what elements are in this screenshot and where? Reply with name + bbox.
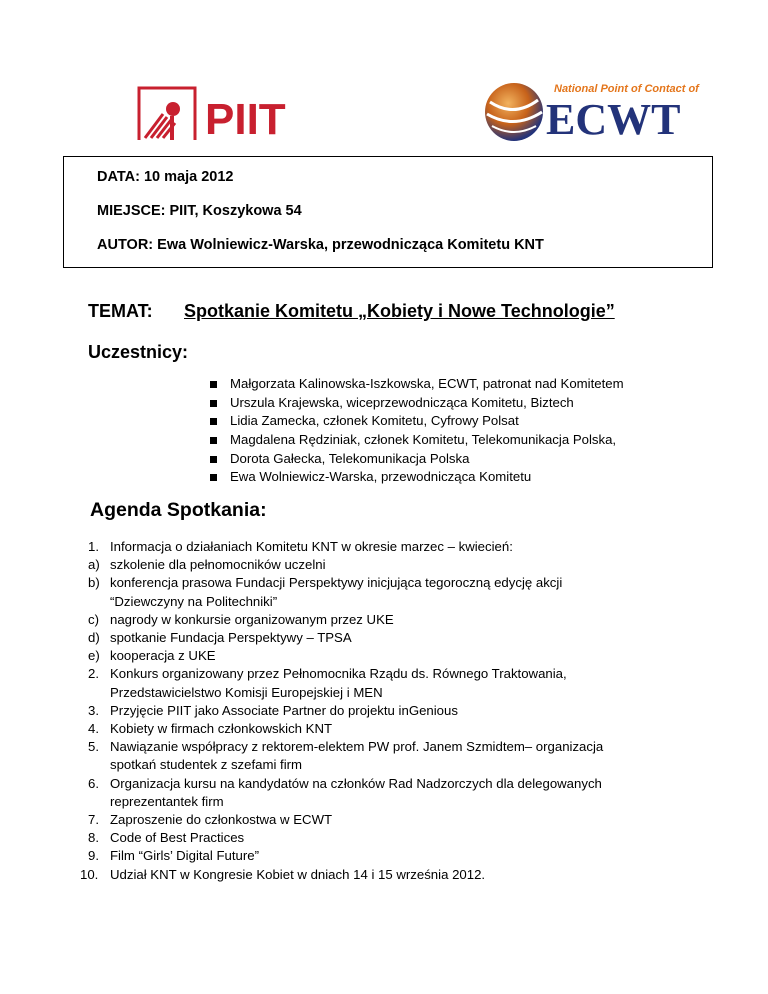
agenda-text: Organizacja kursu na kandydatów na członków Rad Nadzorczych dla delegowanych: [110, 775, 602, 791]
agenda-marker: a): [88, 557, 100, 573]
agenda-item: [88, 847, 688, 865]
agenda-item: [88, 556, 688, 574]
agenda-text: konferencja prasowa Fundacji Perspektywy inicjująca tegoroczną edycję akcji: [110, 575, 563, 591]
agenda-text: Code of Best Practices: [110, 830, 245, 846]
agenda-marker: e): [88, 648, 100, 664]
agenda-marker: d): [88, 630, 100, 646]
agenda-marker: 9.: [88, 848, 99, 864]
bullet-icon: [210, 437, 217, 444]
agenda-heading: Agenda Spotkania:: [90, 499, 267, 521]
agenda-marker: c): [88, 611, 99, 627]
participant-item: [210, 468, 624, 487]
bullet-icon: [210, 381, 217, 388]
agenda-item: [88, 829, 688, 847]
agenda-text: Przyjęcie PIIT jako Associate Partner do projektu inGenious: [110, 702, 458, 718]
agenda-text-continued: “Dziewczyny na Politechniki”: [110, 593, 278, 609]
participant-item: [210, 412, 624, 431]
participant-item: [210, 431, 624, 450]
meeting-author: AUTOR: Ewa Wolniewicz-Warska, przewodnicząca Komitetu KNT: [97, 237, 544, 253]
agenda-item: [88, 665, 688, 701]
agenda-item: [80, 866, 688, 884]
bullet-icon: [210, 474, 217, 481]
agenda-text: Kobiety w firmach członkowskich KNT: [110, 721, 333, 737]
agenda-marker: b): [88, 575, 100, 591]
participant-text: Urszula Krajewska, wiceprzewodnicząca Komitetu, Biztech: [230, 394, 574, 410]
participants-heading: Uczestnicy:: [88, 342, 189, 362]
piit-logo: [137, 84, 317, 142]
agenda-text-continued: spotkań studentek z szefami firm: [110, 757, 303, 773]
agenda-list: [80, 538, 688, 884]
ecwt-tagline: National Point of Contact of: [554, 83, 699, 95]
agenda-text: spotkanie Fundacja Perspektywy – TPSA: [110, 630, 352, 646]
agenda-text-continued: Przedstawicielstwo Komisji Europejskiej i MEN: [110, 684, 383, 700]
agenda-text: szkolenie dla pełnomocników uczelni: [110, 557, 326, 573]
agenda-item: [88, 574, 688, 610]
participant-item: [210, 394, 624, 413]
agenda-item: [88, 702, 688, 720]
participant-text: Magdalena Rędziniak, członek Komitetu, Telekomunikacja Polska,: [230, 432, 617, 448]
agenda-marker: 4.: [88, 721, 99, 737]
agenda-marker: 8.: [88, 830, 99, 846]
agenda-marker: 2.: [88, 666, 99, 682]
participant-text: Lidia Zamecka, członek Komitetu, Cyfrowy Polsat: [230, 413, 519, 429]
ecwt-logo-text: ECWT: [546, 95, 681, 144]
piit-logo-text: PIIT: [205, 95, 286, 144]
bullet-icon: [210, 400, 217, 407]
agenda-text: Film “Girls’ Digital Future”: [110, 848, 259, 864]
agenda-item: [88, 811, 688, 829]
participant-text: Małgorzata Kalinowska-Iszkowska, ECWT, patronat nad Komitetem: [230, 376, 624, 391]
header-logos: [0, 76, 768, 146]
participant-item: [210, 375, 624, 394]
agenda-marker: 10.: [80, 866, 99, 882]
agenda-item: [88, 629, 688, 647]
agenda-text: Nawiązanie współpracy z rektorem-elektem PW prof. Janem Szmidtem– organizacja: [110, 739, 604, 755]
agenda-item: [88, 611, 688, 629]
meeting-date: DATA: 10 maja 2012: [97, 169, 234, 185]
agenda-text-continued: reprezentantek firm: [110, 793, 224, 809]
participants-list: [210, 375, 624, 487]
agenda-item: [88, 775, 688, 811]
agenda-item: [88, 738, 688, 774]
agenda-marker: 7.: [88, 812, 99, 828]
agenda-text: Zaproszenie do członkostwa w ECWT: [110, 812, 333, 828]
agenda-marker: 6.: [88, 775, 99, 791]
agenda-item: [88, 538, 688, 556]
agenda-text: Informacja o działaniach Komitetu KNT w okresie marzec – kwiecień:: [110, 539, 513, 554]
participant-text: Dorota Gałecka, Telekomunikacja Polska: [230, 450, 470, 466]
meeting-info-box: [63, 156, 713, 268]
agenda-item: [88, 720, 688, 738]
agenda-item: [88, 647, 688, 665]
agenda-text: nagrody w konkursie organizowanym przez UKE: [110, 611, 394, 627]
topic-value: Spotkanie Komitetu „Kobiety i Nowe Technologie”: [184, 301, 615, 321]
participant-text: Ewa Wolniewicz-Warska, przewodnicząca Komitetu: [230, 469, 532, 485]
agenda-marker: 5.: [88, 739, 99, 755]
agenda-text: kooperacja z UKE: [110, 648, 216, 664]
participant-item: [210, 450, 624, 469]
agenda-marker: 3.: [88, 702, 99, 718]
bullet-icon: [210, 456, 217, 463]
agenda-text: Udział KNT w Kongresie Kobiet w dniach 14 i 15 września 2012.: [110, 866, 486, 882]
topic-label: TEMAT:: [88, 301, 153, 321]
meeting-location: MIEJSCE: PIIT, Koszykowa 54: [97, 203, 302, 219]
agenda-text: Konkurs organizowany przez Pełnomocnika Rządu ds. Równego Traktowania,: [110, 666, 567, 682]
agenda-marker: 1.: [88, 539, 99, 554]
bullet-icon: [210, 418, 217, 425]
ecwt-logo: [482, 78, 699, 144]
